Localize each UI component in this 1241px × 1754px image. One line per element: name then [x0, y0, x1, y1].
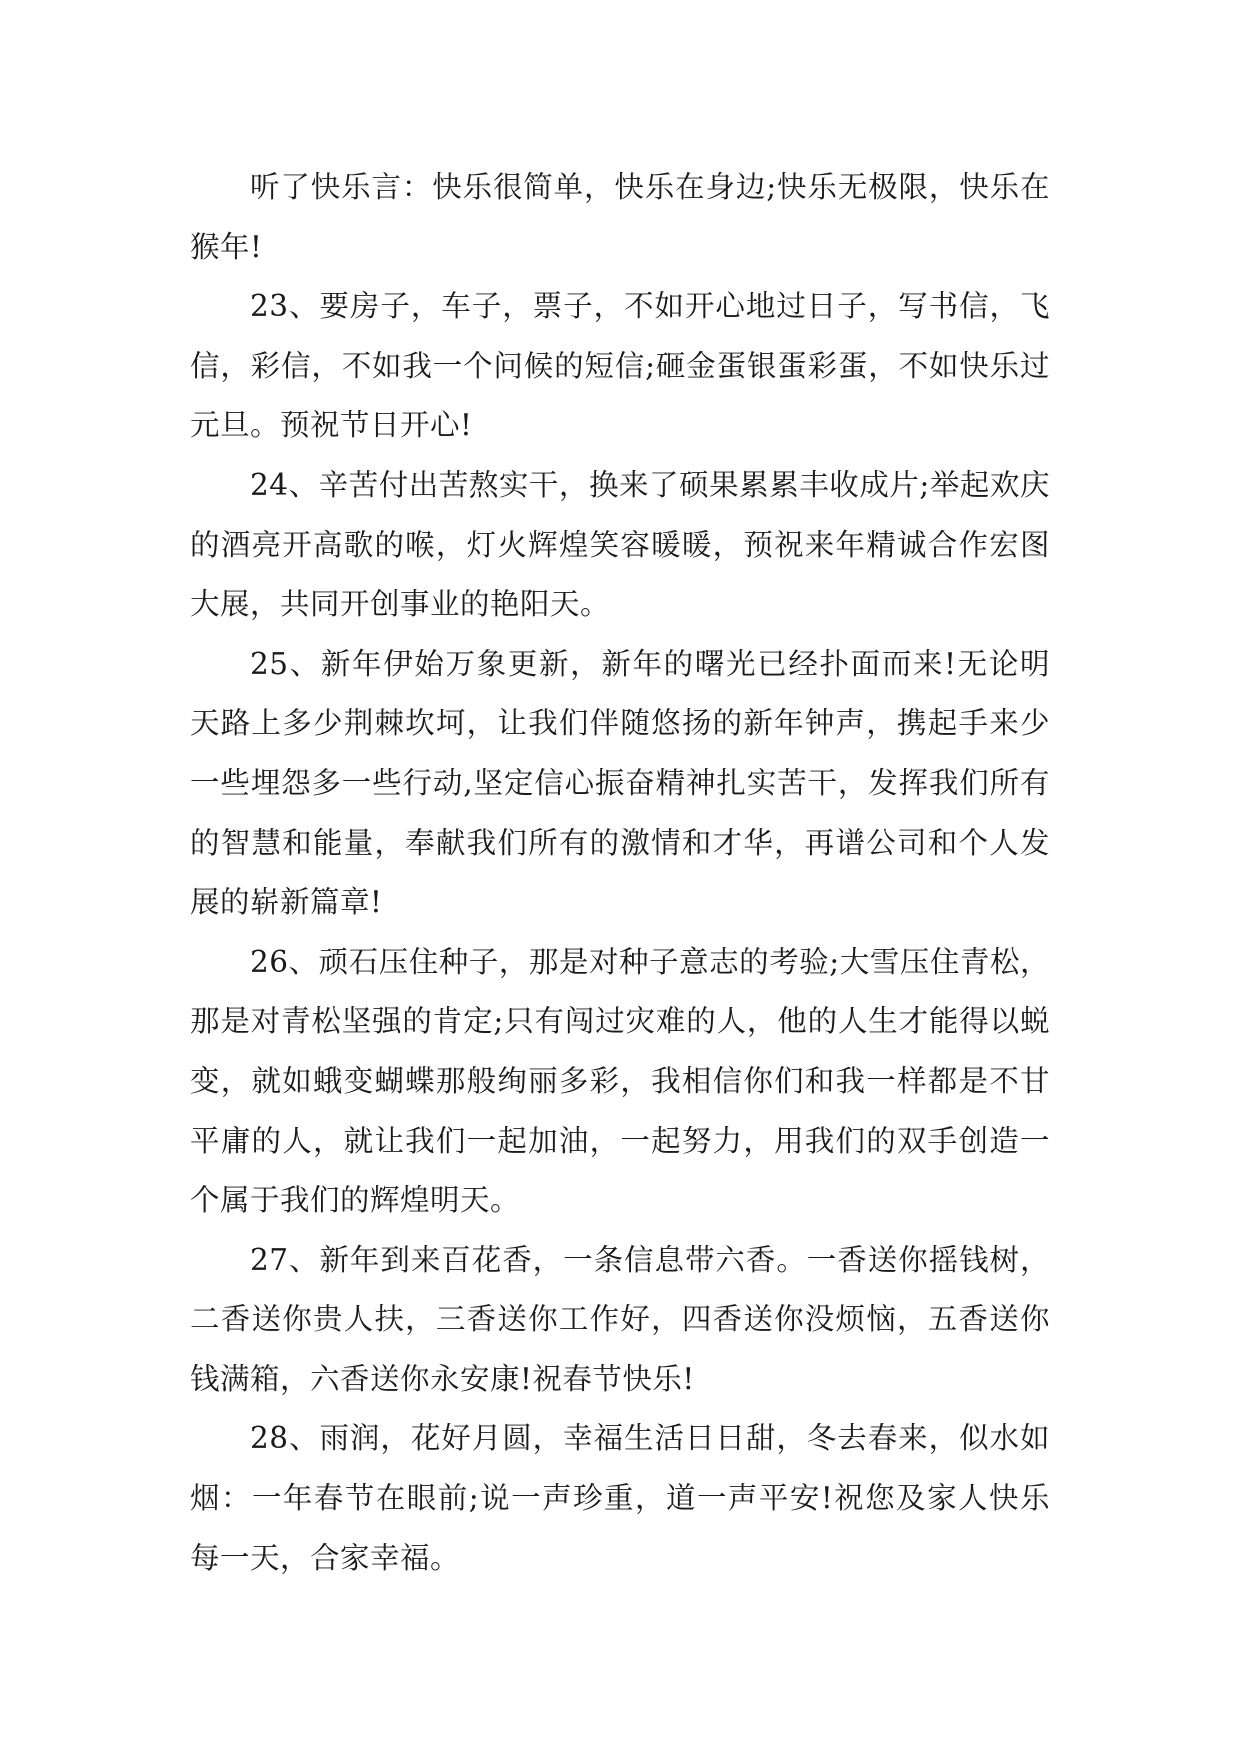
- paragraph-26: 26、顽石压住种子，那是对种子意志的考验;大雪压住青松，那是对青松坚强的肯定;只有闯过灾难的人，他的人生才能得以蜕变，就如蛾变蝴蝶那般绚丽多彩，我相信你们和我一样都是不甘平庸的人，就让我们一起加油，一起努力，用我们的双手创造一个属于我们的辉煌明天。: [190, 944, 1050, 1218]
- paragraph-24: 24、辛苦付出苦熬实干，换来了硕果累累丰收成片;举起欢庆的酒亮开高歌的喉，灯火辉煌笑容暖暖，预祝来年精诚合作宏图大展，共同开创事业的艳阳天。: [190, 467, 1050, 622]
- paragraph-25: 25、新年伊始万象更新，新年的曙光已经扑面而来!无论明天路上多少荆棘坎坷，让我们伴随悠扬的新年钟声，携起手来少一些埋怨多一些行动,坚定信心振奋精神扎实苦干，发挥我们所有的智慧和能量，奉献我们所有的激情和才华，再谱公司和个人发展的崭新篇章!: [190, 646, 1050, 920]
- paragraph-28: 28、雨润，花好月圆，幸福生活日日甜，冬去春来，似水如烟：一年春节在眼前;说一声珍重，道一声平安!祝您及家人快乐每一天，合家幸福。: [190, 1421, 1050, 1575]
- paragraph-27: 27、新年到来百花香，一条信息带六香。一香送你摇钱树，二香送你贵人扶，三香送你工作好，四香送你没烦恼，五香送你钱满箱，六香送你永安康!祝春节快乐!: [190, 1242, 1050, 1396]
- document-body: [190, 158, 1050, 1588]
- paragraph-23: 23、要房子，车子，票子，不如开心地过日子，写书信，飞信，彩信，不如我一个问候的短信;砸金蛋银蛋彩蛋，不如快乐过元旦。预祝节日开心!: [190, 289, 1050, 443]
- paragraph-intro: 听了快乐言：快乐很简单，快乐在身边;快乐无极限，快乐在猴年!: [190, 170, 1050, 264]
